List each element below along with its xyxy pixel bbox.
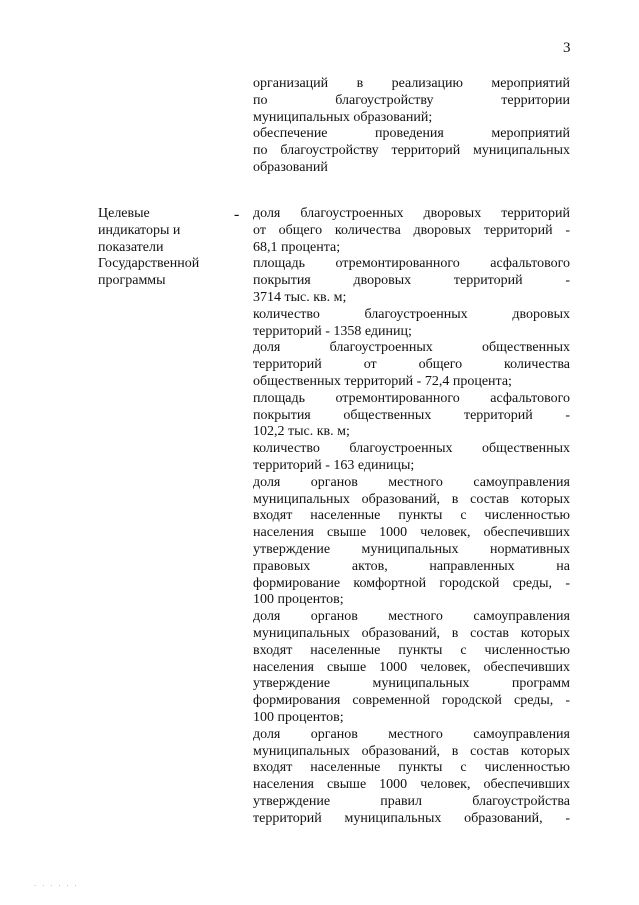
text-line: 102,2 тыс. кв. м;	[253, 424, 350, 440]
text-line: от общего количества дворовых территорий -	[253, 222, 570, 238]
text-line: правовых актов, направленных на	[253, 558, 570, 574]
indicators-text	[253, 206, 570, 827]
text-line: образований	[253, 159, 328, 175]
text-line: муниципальных образований, в состав которых	[253, 491, 570, 507]
text-line: по благоустройству территории	[253, 92, 570, 108]
text-line: территорий - 1358 единиц;	[253, 323, 412, 339]
scan-noise-mark: · · · · · ·	[34, 882, 79, 890]
label-line: индикаторы и	[98, 222, 181, 238]
text-line: входят населенные пункты с численностью	[253, 642, 570, 658]
text-line: доля благоустроенных дворовых территорий	[253, 206, 570, 221]
text-line: утверждение муниципальных программ	[253, 676, 570, 692]
text-line: доля органов местного самоуправления	[253, 726, 570, 742]
text-line: доля органов местного самоуправления	[253, 474, 570, 490]
text-line: 100 процентов;	[253, 592, 344, 608]
text-line: 68,1 процента;	[253, 239, 341, 255]
text-line: общественных территорий - 72,4 процента;	[253, 373, 512, 389]
text-line: муниципальных образований, в состав которых	[253, 743, 570, 759]
text-line: организаций в реализацию мероприятий	[253, 76, 570, 91]
text-line: муниципальных образований;	[253, 109, 433, 125]
text-line: муниципальных образований, в состав которых	[253, 625, 570, 641]
text-line: площадь отремонтированного асфальтового	[253, 256, 570, 272]
text-line: площадь отремонтированного асфальтового	[253, 390, 570, 406]
page-number: 3	[563, 40, 571, 56]
text-line: входят населенные пункты с численностью	[253, 508, 570, 524]
label-line: Государственной	[98, 256, 200, 272]
text-line: доля благоустроенных общественных	[253, 340, 570, 356]
text-line: населения свыше 1000 человек, обеспечивших	[253, 777, 570, 793]
text-line: территорий от общего количества	[253, 357, 570, 373]
text-line: количество благоустроенных общественных	[253, 441, 570, 457]
text-line: формирования современной городской среды, -	[253, 693, 570, 709]
text-line: покрытия общественных территорий -	[253, 407, 570, 423]
text-line: доля органов местного самоуправления	[253, 609, 570, 625]
separator-dash: -	[234, 206, 240, 223]
text-line: территорий муниципальных образований, -	[253, 810, 570, 826]
continuation-text	[253, 76, 570, 177]
text-line: 100 процентов;	[253, 709, 344, 725]
text-line: территорий - 163 единицы;	[253, 457, 415, 473]
text-line: формирование комфортной городской среды, -	[253, 575, 570, 591]
text-line: 3714 тыс. кв. м;	[253, 289, 347, 305]
label-line: программы	[98, 273, 166, 289]
label-line: показатели	[98, 239, 164, 255]
text-line: населения свыше 1000 человек, обеспечивших	[253, 525, 570, 541]
text-line: обеспечение проведения мероприятий	[253, 126, 570, 142]
text-line: утверждение правил благоустройства	[253, 793, 570, 809]
text-line: утверждение муниципальных нормативных	[253, 541, 570, 557]
label-line: Целевые	[98, 206, 150, 221]
text-line: входят населенные пункты с численностью	[253, 760, 570, 776]
text-line: покрытия дворовых территорий -	[253, 273, 570, 289]
text-line: количество благоустроенных дворовых	[253, 306, 570, 322]
indicators-label	[98, 206, 228, 290]
text-line: по благоустройству территорий муниципальных	[253, 143, 570, 159]
text-line: населения свыше 1000 человек, обеспечивших	[253, 659, 570, 675]
